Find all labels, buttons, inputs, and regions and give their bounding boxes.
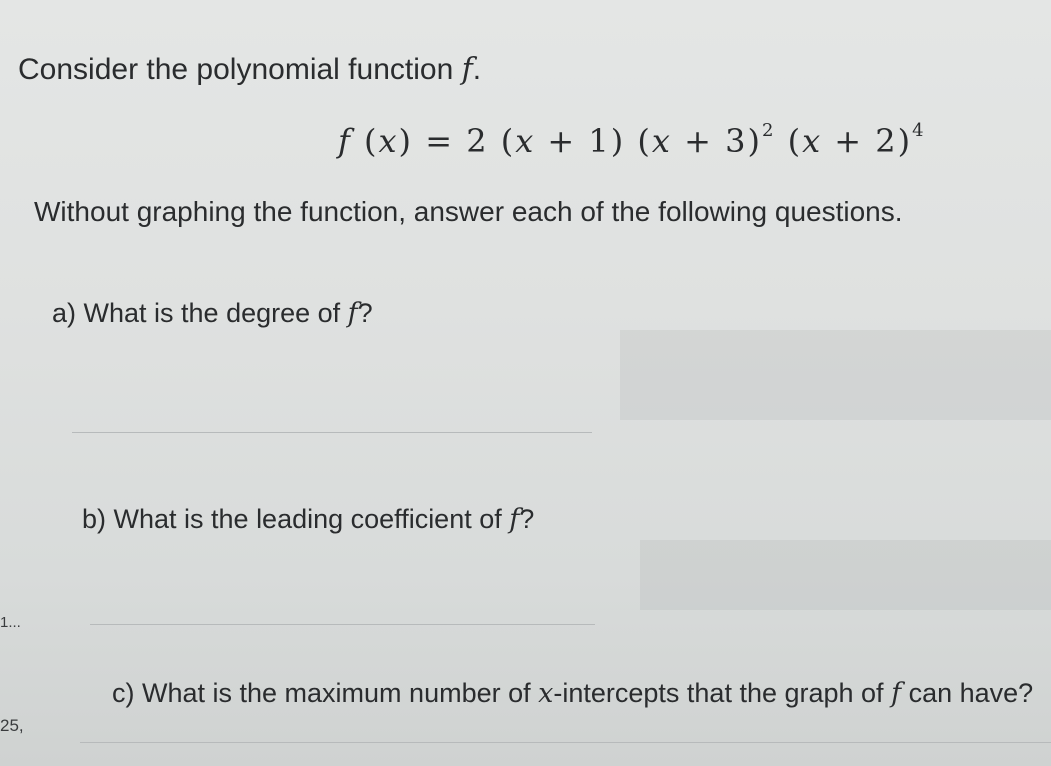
margin-fragment: 25, xyxy=(0,716,24,735)
answer-c-line[interactable] xyxy=(80,742,1051,743)
answer-a-line[interactable] xyxy=(72,432,592,433)
intro-text: Consider the polynomial function f. xyxy=(18,52,482,87)
question-b: b) What is the leading coefficient of f? xyxy=(82,504,535,535)
background-shade xyxy=(640,540,1051,610)
instructions-text: Without graphing the function, answer each of the following questions. xyxy=(34,196,903,227)
background-shade xyxy=(620,330,1051,420)
question-c: c) What is the maximum number of x-intercepts that the graph of f can have? xyxy=(112,678,1034,709)
answer-b-line[interactable] xyxy=(90,624,595,625)
question-a: a) What is the degree of f? xyxy=(52,298,373,329)
polynomial-equation: f (x) = 2 (x + 1) $(x + 3)^2$ $(x + 2)^4$ xyxy=(338,120,926,160)
margin-fragment: 1... xyxy=(0,614,21,631)
